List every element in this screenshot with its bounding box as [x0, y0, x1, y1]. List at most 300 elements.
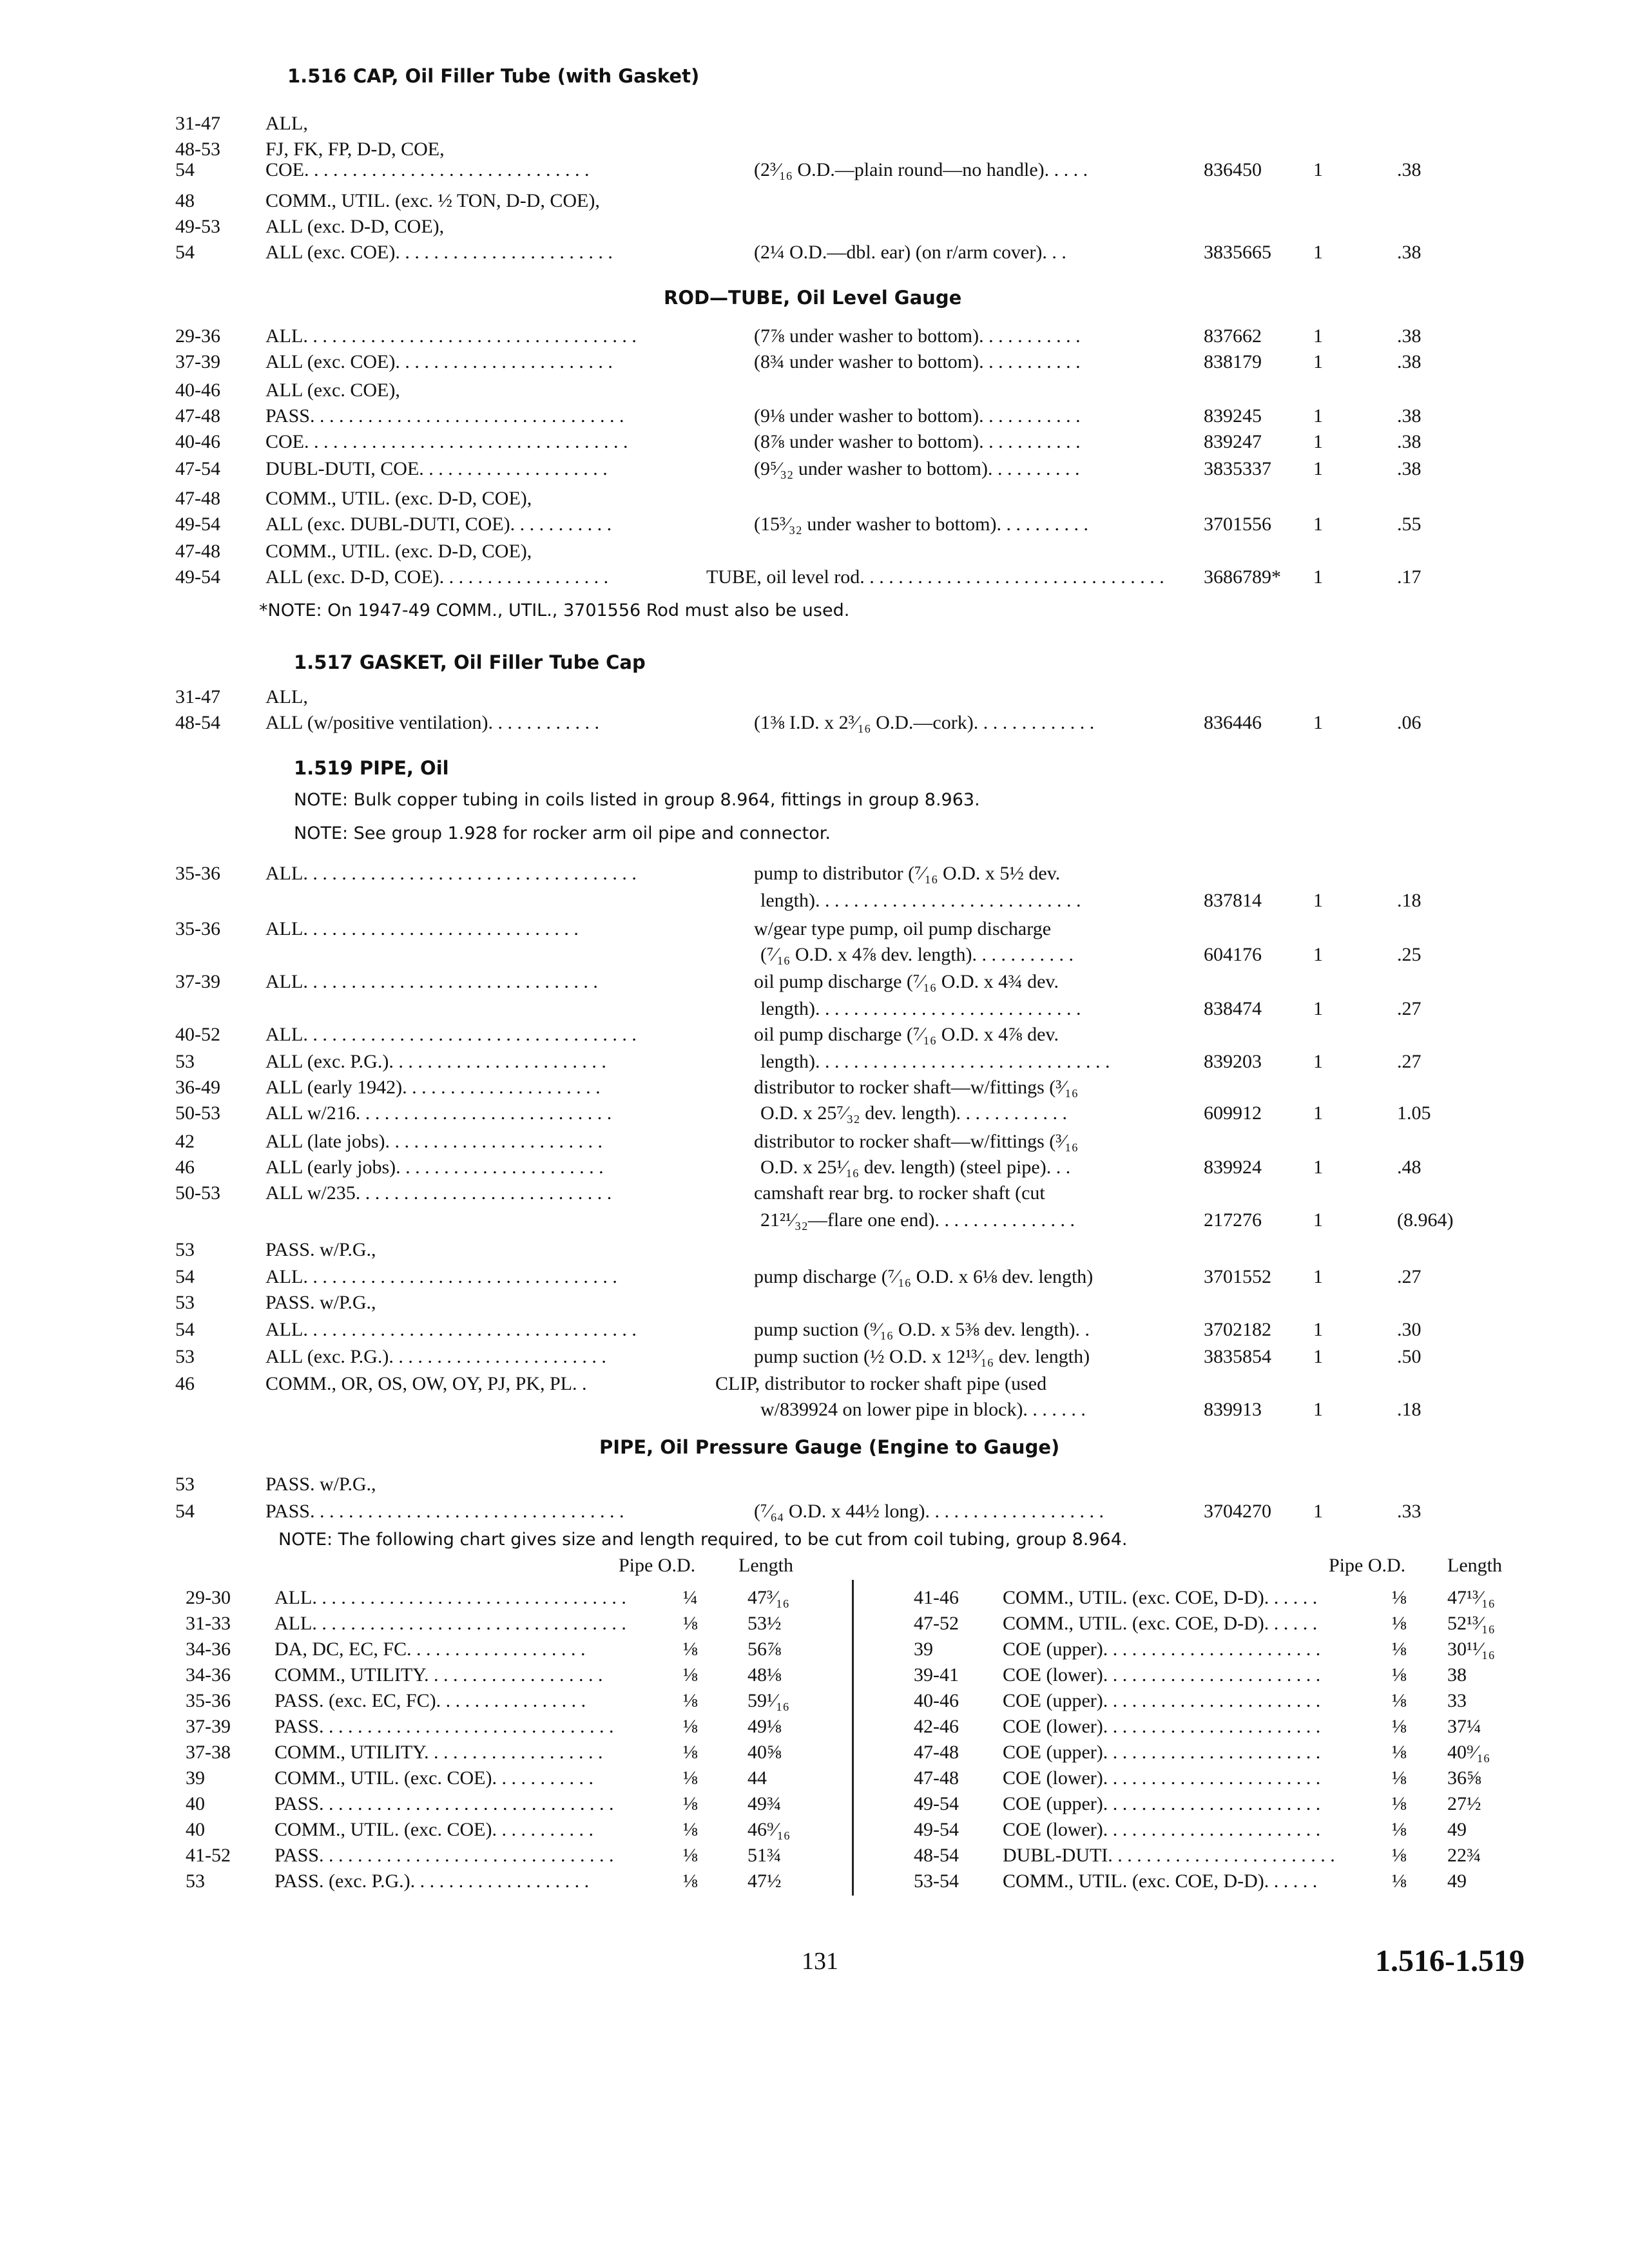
description: (1⅜ I.D. x 2³⁄₁₆ O.D.—cork). . . . . . . . . . . . .: [754, 712, 1095, 733]
pipe-length: 22¾: [1447, 1845, 1481, 1866]
model-year: 35-36: [186, 1690, 231, 1711]
model: COE (upper). . . . . . . . . . . . . . . . . . . . . . .: [1003, 1639, 1321, 1660]
chart-row: [0, 1765, 1629, 1791]
part-number: 3702182: [1204, 1319, 1271, 1340]
description: (⁷⁄₆₄ O.D. x 44½ long). . . . . . . . . . . . . . . . . . .: [754, 1501, 1104, 1522]
description: camshaft rear brg. to rocker shaft (cut: [754, 1182, 1045, 1204]
chart-header-od: Pipe O.D.: [619, 1555, 696, 1576]
part-number: 839247: [1204, 431, 1262, 452]
pipe-od: ⅛: [1392, 1819, 1407, 1840]
part-number: 604176: [1204, 944, 1262, 965]
model: COE (upper). . . . . . . . . . . . . . . . . . . . . . .: [1003, 1690, 1321, 1711]
pipe-od: ⅛: [683, 1639, 698, 1660]
price: .38: [1397, 325, 1422, 347]
model-year: 41-46: [914, 1587, 959, 1608]
model: ALL. . . . . . . . . . . . . . . . . . . . . . . . . . . . .: [265, 918, 579, 939]
model: ALL (exc. P.G.). . . . . . . . . . . . . . . . . . . . . . .: [265, 1346, 606, 1367]
model-year: 40-46: [175, 380, 220, 401]
price: .33: [1397, 1501, 1422, 1522]
quantity: 1: [1313, 712, 1323, 733]
model-year: 53: [175, 1346, 195, 1367]
part-number: 839203: [1204, 1051, 1262, 1072]
part-number: 3835854: [1204, 1346, 1271, 1367]
model: PASS. w/P.G.,: [265, 1239, 376, 1260]
pipe-length: 30¹¹⁄₁₆: [1447, 1639, 1495, 1660]
model-year: 37-38: [186, 1742, 231, 1763]
parts-row: [0, 1316, 1629, 1344]
pipe-length: 33: [1447, 1690, 1467, 1711]
model-year: 49-54: [914, 1793, 959, 1814]
model: COMM., UTIL. (exc. COE, D-D). . . . . .: [1003, 1587, 1318, 1608]
model-year: 39-41: [914, 1664, 959, 1686]
model: ALL (early 1942). . . . . . . . . . . . . . . . . . . . .: [265, 1077, 601, 1098]
price: .48: [1397, 1157, 1422, 1178]
pipe-od: ⅛: [1392, 1870, 1407, 1892]
price: .38: [1397, 431, 1422, 452]
description: 21²¹⁄₃₂—flare one end). . . . . . . . . . . . . . .: [760, 1209, 1075, 1231]
chart-row: [0, 1791, 1629, 1817]
parts-row: [0, 887, 1629, 915]
quantity: 1: [1313, 944, 1323, 965]
model: ALL. . . . . . . . . . . . . . . . . . . . . . . . . . . . . . . . . . .: [265, 325, 637, 347]
section-range: 1.516-1.519: [1375, 1944, 1525, 1978]
description: (8¾ under washer to bottom). . . . . . . . . . .: [754, 351, 1081, 372]
model-year: 49-53: [175, 216, 220, 237]
quantity: 1: [1313, 1102, 1323, 1124]
price: .50: [1397, 1346, 1422, 1367]
note-text: *NOTE: On 1947-49 COMM., UTIL., 3701556 Rod must also be used.: [259, 601, 850, 620]
parts-row: [0, 860, 1629, 888]
price: .30: [1397, 1319, 1422, 1340]
description: length). . . . . . . . . . . . . . . . . . . . . . . . . . . .: [760, 890, 1081, 911]
model: ALL (exc. D-D, COE),: [265, 216, 445, 237]
pipe-od: ¼: [683, 1587, 698, 1608]
model: PASS. . . . . . . . . . . . . . . . . . . . . . . . . . . . . . .: [275, 1716, 614, 1737]
pipe-od: ⅛: [683, 1664, 698, 1686]
description: oil pump discharge (⁷⁄₁₆ O.D. x 4¾ dev.: [754, 971, 1059, 992]
description: (⁷⁄₁₆ O.D. x 4⅞ dev. length). . . . . . . . . . .: [760, 944, 1074, 965]
description: O.D. x 25¹⁄₁₆ dev. length) (steel pipe). . .: [760, 1157, 1071, 1178]
parts-row: [0, 1497, 1629, 1526]
model: ALL,: [265, 113, 308, 134]
model: COMM., UTIL. (exc. COE, D-D). . . . . .: [1003, 1870, 1318, 1892]
part-number: 3835665: [1204, 242, 1271, 263]
model: ALL (exc. COE). . . . . . . . . . . . . . . . . . . . . . .: [265, 242, 613, 263]
price: .25: [1397, 944, 1422, 965]
pipe-length: 49: [1447, 1819, 1467, 1840]
model: ALL (late jobs). . . . . . . . . . . . . . . . . . . . . . .: [265, 1131, 602, 1152]
model: ALL (w/positive ventilation). . . . . . . . . . . .: [265, 712, 599, 733]
model: ALL. . . . . . . . . . . . . . . . . . . . . . . . . . . . . . . . . . .: [265, 1024, 637, 1045]
chart-row: [0, 1585, 1629, 1611]
model-year: 34-36: [186, 1664, 231, 1686]
price: .18: [1397, 890, 1422, 911]
model: COMM., OR, OS, OW, OY, PJ, PK, PL. .: [265, 1373, 587, 1394]
quantity: 1: [1313, 1051, 1323, 1072]
description: O.D. x 25⁷⁄₃₂ dev. length). . . . . . . . . . . .: [760, 1102, 1068, 1124]
model-year: 53: [175, 1051, 195, 1072]
model-year: 54: [175, 1266, 195, 1287]
pipe-od: ⅛: [683, 1767, 698, 1789]
quantity: 1: [1313, 431, 1323, 452]
pipe-length: 56⅞: [747, 1639, 782, 1660]
description: TUBE, oil level rod. . . . . . . . . . . . . . . . . . . . . . . . . . . . . . . .: [706, 566, 1164, 588]
pipe-length: 47½: [747, 1870, 782, 1892]
model: ALL (exc. COE),: [265, 380, 400, 401]
pipe-length: 49⅛: [747, 1716, 782, 1737]
note-text: NOTE: See group 1.928 for rocker arm oil pipe and connector.: [294, 823, 831, 843]
model-year: 31-47: [175, 686, 220, 707]
model-year: 53: [175, 1239, 195, 1260]
model: DA, DC, EC, FC. . . . . . . . . . . . . . . . . . .: [275, 1639, 586, 1660]
price: .17: [1397, 566, 1422, 588]
model: ALL. . . . . . . . . . . . . . . . . . . . . . . . . . . . . . . . .: [275, 1587, 626, 1608]
chart-row: [0, 1817, 1629, 1843]
section-heading: 1.516 CAP, Oil Filler Tube (with Gasket): [287, 65, 700, 87]
model-year: 40-52: [175, 1024, 220, 1045]
model: PASS. . . . . . . . . . . . . . . . . . . . . . . . . . . . . . .: [275, 1845, 614, 1866]
model-year: 48-54: [914, 1845, 959, 1866]
part-number: 3701556: [1204, 514, 1271, 535]
description: w/839924 on lower pipe in block). . . . . . .: [760, 1399, 1086, 1420]
chart-row: [0, 1843, 1629, 1869]
quantity: 1: [1313, 514, 1323, 535]
model-year: 40-46: [175, 431, 220, 452]
model-year: 34-36: [186, 1639, 231, 1660]
pipe-od: ⅛: [1392, 1690, 1407, 1711]
model: PASS. (exc. EC, FC). . . . . . . . . . . . . . . .: [275, 1690, 586, 1711]
price: .27: [1397, 1266, 1422, 1287]
quantity: 1: [1313, 351, 1323, 372]
part-number: 838474: [1204, 998, 1262, 1019]
parts-row: [0, 1021, 1629, 1049]
pipe-length: 38: [1447, 1664, 1467, 1686]
model: PASS. . . . . . . . . . . . . . . . . . . . . . . . . . . . . . .: [275, 1793, 614, 1814]
description: (15³⁄₃₂ under washer to bottom). . . . . . . . . .: [754, 514, 1089, 535]
chart-header-od: Pipe O.D.: [1329, 1555, 1406, 1576]
parts-row: [0, 348, 1629, 376]
parts-row: [0, 1099, 1629, 1128]
note-text: NOTE: The following chart gives size and length required, to be cut from coil tubing, group 8.964.: [278, 1530, 1128, 1550]
part-number: 217276: [1204, 1209, 1262, 1231]
pipe-od: ⅛: [1392, 1664, 1407, 1686]
model-year: 49-54: [175, 566, 220, 588]
part-number: 836450: [1204, 159, 1262, 180]
price: .27: [1397, 1051, 1422, 1072]
price: .38: [1397, 242, 1422, 263]
model-year: 46: [175, 1157, 195, 1178]
parts-row: [0, 110, 1629, 138]
pipe-od: ⅛: [683, 1716, 698, 1737]
pipe-od: ⅛: [683, 1793, 698, 1814]
pipe-length: 51¾: [747, 1845, 782, 1866]
model-year: 35-36: [175, 918, 220, 939]
part-number: 838179: [1204, 351, 1262, 372]
quantity: 1: [1313, 405, 1323, 427]
parts-row: [0, 537, 1629, 566]
section-heading: ROD—TUBE, Oil Level Gauge: [664, 287, 962, 309]
model-year: 47-48: [914, 1742, 959, 1763]
pipe-od: ⅛: [1392, 1845, 1407, 1866]
description: (9⁵⁄₃₂ under washer to bottom). . . . . . . . . .: [754, 458, 1080, 479]
pipe-length: 47¹³⁄₁₆: [1447, 1587, 1495, 1608]
price: .38: [1397, 405, 1422, 427]
pipe-length: 59¹⁄₁₆: [747, 1690, 789, 1711]
model-year: 53: [175, 1474, 195, 1495]
parts-row: [0, 376, 1629, 405]
parts-row: [0, 510, 1629, 539]
price: .55: [1397, 514, 1422, 535]
description: pump suction (½ O.D. x 12¹³⁄₁₆ dev. length): [754, 1346, 1090, 1367]
model-year: 49-54: [175, 514, 220, 535]
model: ALL (exc. DUBL-DUTI, COE). . . . . . . . . . .: [265, 514, 612, 535]
model: PASS. . . . . . . . . . . . . . . . . . . . . . . . . . . . . . . . .: [265, 405, 624, 427]
pipe-od: ⅛: [683, 1742, 698, 1763]
model: COE. . . . . . . . . . . . . . . . . . . . . . . . . . . . . .: [265, 159, 590, 180]
model-year: 42: [175, 1131, 195, 1152]
parts-row: [0, 1470, 1629, 1499]
model-year: 47-52: [914, 1613, 959, 1634]
pipe-od: ⅛: [1392, 1639, 1407, 1660]
parts-row: [0, 941, 1629, 969]
model-year: 53-54: [914, 1870, 959, 1892]
description: CLIP, distributor to rocker shaft pipe (used: [715, 1373, 1047, 1394]
model-year: 54: [175, 159, 195, 180]
price: .18: [1397, 1399, 1422, 1420]
description: (8⅞ under washer to bottom). . . . . . . . . . .: [754, 431, 1081, 452]
section-heading: PIPE, Oil Pressure Gauge (Engine to Gauge): [599, 1436, 1060, 1458]
pipe-length: 37¼: [1447, 1716, 1481, 1737]
model: COE (lower). . . . . . . . . . . . . . . . . . . . . . .: [1003, 1716, 1321, 1737]
pipe-od: ⅛: [1392, 1793, 1407, 1814]
pipe-length: 40⅝: [747, 1742, 782, 1763]
price: .06: [1397, 712, 1422, 733]
model: COMM., UTILITY. . . . . . . . . . . . . . . . . . .: [275, 1742, 603, 1763]
model-year: 50-53: [175, 1102, 220, 1124]
model: COMM., UTIL. (exc. COE). . . . . . . . . . .: [275, 1767, 593, 1789]
part-number: 837662: [1204, 325, 1262, 347]
quantity: 1: [1313, 1501, 1323, 1522]
model-year: 46: [175, 1373, 195, 1394]
chart-row: [0, 1637, 1629, 1662]
price: .38: [1397, 458, 1422, 479]
model-year: 40: [186, 1819, 205, 1840]
description: pump to distributor (⁷⁄₁₆ O.D. x 5½ dev.: [754, 863, 1061, 884]
model-year: 54: [175, 1319, 195, 1340]
pipe-length: 49: [1447, 1870, 1467, 1892]
model-year: 37-39: [175, 351, 220, 372]
part-number: 837814: [1204, 890, 1262, 911]
quantity: 1: [1313, 1399, 1323, 1420]
model: COE. . . . . . . . . . . . . . . . . . . . . . . . . . . . . . . . . .: [265, 431, 628, 452]
model-year: 48-54: [175, 712, 220, 733]
model: ALL. . . . . . . . . . . . . . . . . . . . . . . . . . . . . . . . .: [265, 1266, 617, 1287]
model-year: 50-53: [175, 1182, 220, 1204]
model-year: 31-47: [175, 113, 220, 134]
chart-header-length: Length: [1447, 1555, 1502, 1576]
model-year: 39: [186, 1767, 205, 1789]
model-year: 53: [186, 1870, 205, 1892]
quantity: 1: [1313, 1209, 1323, 1231]
pipe-length: 47³⁄₁₆: [747, 1587, 789, 1608]
model-year: 54: [175, 1501, 195, 1522]
quantity: 1: [1313, 458, 1323, 479]
parts-row: [0, 1396, 1629, 1424]
parts-row: [0, 1048, 1629, 1076]
model: ALL (exc. COE). . . . . . . . . . . . . . . . . . . . . . .: [265, 351, 613, 372]
pipe-od: ⅛: [683, 1613, 698, 1634]
parts-row: [0, 428, 1629, 456]
parts-row: [0, 455, 1629, 483]
model: ALL (exc. P.G.). . . . . . . . . . . . . . . . . . . . . . .: [265, 1051, 606, 1072]
chart-row: [0, 1714, 1629, 1740]
quantity: 1: [1313, 1157, 1323, 1178]
parts-row: [0, 1370, 1629, 1398]
model: ALL w/216. . . . . . . . . . . . . . . . . . . . . . . . . . .: [265, 1102, 612, 1124]
parts-row: [0, 156, 1629, 184]
chart-row: [0, 1740, 1629, 1765]
model-year: 47-48: [914, 1767, 959, 1789]
part-number: 3686789*: [1204, 566, 1281, 588]
description: distributor to rocker shaft—w/fittings (³⁄₁₆: [754, 1077, 1079, 1098]
parts-row: [0, 1153, 1629, 1182]
model-year: 53: [175, 1292, 195, 1313]
model: COMM., UTIL. (exc. COE). . . . . . . . . . .: [275, 1819, 593, 1840]
model-year: 31-33: [186, 1613, 231, 1634]
description: oil pump discharge (⁷⁄₁₆ O.D. x 4⅞ dev.: [754, 1024, 1059, 1045]
pipe-length: 44: [747, 1767, 767, 1789]
model-year: 37-39: [186, 1716, 231, 1737]
pipe-od: ⅛: [1392, 1716, 1407, 1737]
quantity: 1: [1313, 998, 1323, 1019]
model: FJ, FK, FP, D-D, COE,: [265, 139, 445, 160]
model: ALL (exc. D-D, COE). . . . . . . . . . . . . . . . . .: [265, 566, 609, 588]
parts-row: [0, 1128, 1629, 1156]
model: ALL w/235. . . . . . . . . . . . . . . . . . . . . . . . . . .: [265, 1182, 612, 1204]
pipe-od: ⅛: [683, 1845, 698, 1866]
pipe-length: 53½: [747, 1613, 782, 1634]
parts-row: [0, 238, 1629, 267]
price: (8.964): [1397, 1209, 1454, 1231]
parts-row: [0, 995, 1629, 1023]
price: .38: [1397, 159, 1422, 180]
chart-row: [0, 1688, 1629, 1714]
parts-row: [0, 187, 1629, 215]
parts-row: [0, 1179, 1629, 1207]
parts-row: [0, 1073, 1629, 1102]
parts-row: [0, 1236, 1629, 1264]
model-year: 35-36: [175, 863, 220, 884]
parts-row: [0, 485, 1629, 513]
pipe-od: ⅛: [683, 1690, 698, 1711]
pipe-length: 40⁹⁄₁₆: [1447, 1742, 1490, 1763]
model: DUBL-DUTI. . . . . . . . . . . . . . . . . . . . . . . .: [1003, 1845, 1335, 1866]
model-year: 41-52: [186, 1845, 231, 1866]
model: COMM., UTILITY. . . . . . . . . . . . . . . . . . .: [275, 1664, 603, 1686]
section-heading: 1.519 PIPE, Oil: [294, 757, 449, 779]
pipe-od: ⅛: [1392, 1742, 1407, 1763]
model: ALL,: [265, 686, 308, 707]
pipe-od: ⅛: [683, 1870, 698, 1892]
description: w/gear type pump, oil pump discharge: [754, 918, 1052, 939]
price: .38: [1397, 351, 1422, 372]
model: COE (lower). . . . . . . . . . . . . . . . . . . . . . .: [1003, 1664, 1321, 1686]
model: COE (lower). . . . . . . . . . . . . . . . . . . . . . .: [1003, 1819, 1321, 1840]
model-year: 47-54: [175, 458, 220, 479]
parts-row: [0, 563, 1629, 591]
quantity: 1: [1313, 890, 1323, 911]
model: ALL. . . . . . . . . . . . . . . . . . . . . . . . . . . . . . . . .: [275, 1613, 626, 1634]
model-year: 42-46: [914, 1716, 959, 1737]
pipe-length: 49¾: [747, 1793, 782, 1814]
parts-row: [0, 1289, 1629, 1317]
model-year: 49-54: [914, 1819, 959, 1840]
pipe-length: 52¹³⁄₁₆: [1447, 1613, 1495, 1634]
description: length). . . . . . . . . . . . . . . . . . . . . . . . . . . . . . .: [760, 1051, 1110, 1072]
part-number: 3704270: [1204, 1501, 1271, 1522]
pipe-od: ⅛: [1392, 1613, 1407, 1634]
pipe-length: 48⅛: [747, 1664, 782, 1686]
quantity: 1: [1313, 1266, 1323, 1287]
chart-row: [0, 1611, 1629, 1637]
model-year: 39: [914, 1639, 933, 1660]
model-year: 40-46: [914, 1690, 959, 1711]
model: COMM., UTIL. (exc. COE, D-D). . . . . .: [1003, 1613, 1318, 1634]
model-year: 47-48: [175, 405, 220, 427]
pipe-length: 36⅝: [1447, 1767, 1481, 1789]
description: distributor to rocker shaft—w/fittings (³⁄₁₆: [754, 1131, 1079, 1152]
price: 1.05: [1397, 1102, 1431, 1124]
quantity: 1: [1313, 242, 1323, 263]
description: pump discharge (⁷⁄₁₆ O.D. x 6⅛ dev. length): [754, 1266, 1094, 1287]
quantity: 1: [1313, 566, 1323, 588]
description: length). . . . . . . . . . . . . . . . . . . . . . . . . . . .: [760, 998, 1081, 1019]
model-year: 36-49: [175, 1077, 220, 1098]
quantity: 1: [1313, 1346, 1323, 1367]
model: COE (lower). . . . . . . . . . . . . . . . . . . . . . .: [1003, 1767, 1321, 1789]
pipe-od: ⅛: [1392, 1587, 1407, 1608]
model: PASS. w/P.G.,: [265, 1292, 376, 1313]
model: PASS. (exc. P.G.). . . . . . . . . . . . . . . . . . .: [275, 1870, 590, 1892]
part-number: 839913: [1204, 1399, 1262, 1420]
model-year: 47-48: [175, 541, 220, 562]
model-year: 40: [186, 1793, 205, 1814]
parts-row: [0, 1343, 1629, 1371]
description: (2³⁄₁₆ O.D.—plain round—no handle). . . . .: [754, 159, 1088, 180]
model: ALL (early jobs). . . . . . . . . . . . . . . . . . . . . .: [265, 1157, 604, 1178]
chart-divider: [852, 1580, 854, 1896]
model-year: 48-53: [175, 139, 220, 160]
model: COE (upper). . . . . . . . . . . . . . . . . . . . . . .: [1003, 1793, 1321, 1814]
section-heading: 1.517 GASKET, Oil Filler Tube Cap: [294, 651, 646, 673]
description: (7⅞ under washer to bottom). . . . . . . . . . .: [754, 325, 1081, 347]
model-year: 37-39: [175, 971, 220, 992]
page-number: 131: [802, 1948, 838, 1975]
part-number: 609912: [1204, 1102, 1262, 1124]
model: ALL. . . . . . . . . . . . . . . . . . . . . . . . . . . . . . . . . . .: [265, 863, 637, 884]
parts-row: [0, 915, 1629, 943]
pipe-od: ⅛: [1392, 1767, 1407, 1789]
parts-row: [0, 402, 1629, 430]
model: COE (upper). . . . . . . . . . . . . . . . . . . . . . .: [1003, 1742, 1321, 1763]
model-year: 54: [175, 242, 195, 263]
parts-row: [0, 213, 1629, 241]
part-number: 836446: [1204, 712, 1262, 733]
pipe-length: 46⁹⁄₁₆: [747, 1819, 791, 1840]
note-text: NOTE: Bulk copper tubing in coils listed in group 8.964, fittings in group 8.963.: [294, 790, 980, 810]
parts-row: [0, 1263, 1629, 1291]
model: DUBL-DUTI, COE. . . . . . . . . . . . . . . . . . . .: [265, 458, 608, 479]
